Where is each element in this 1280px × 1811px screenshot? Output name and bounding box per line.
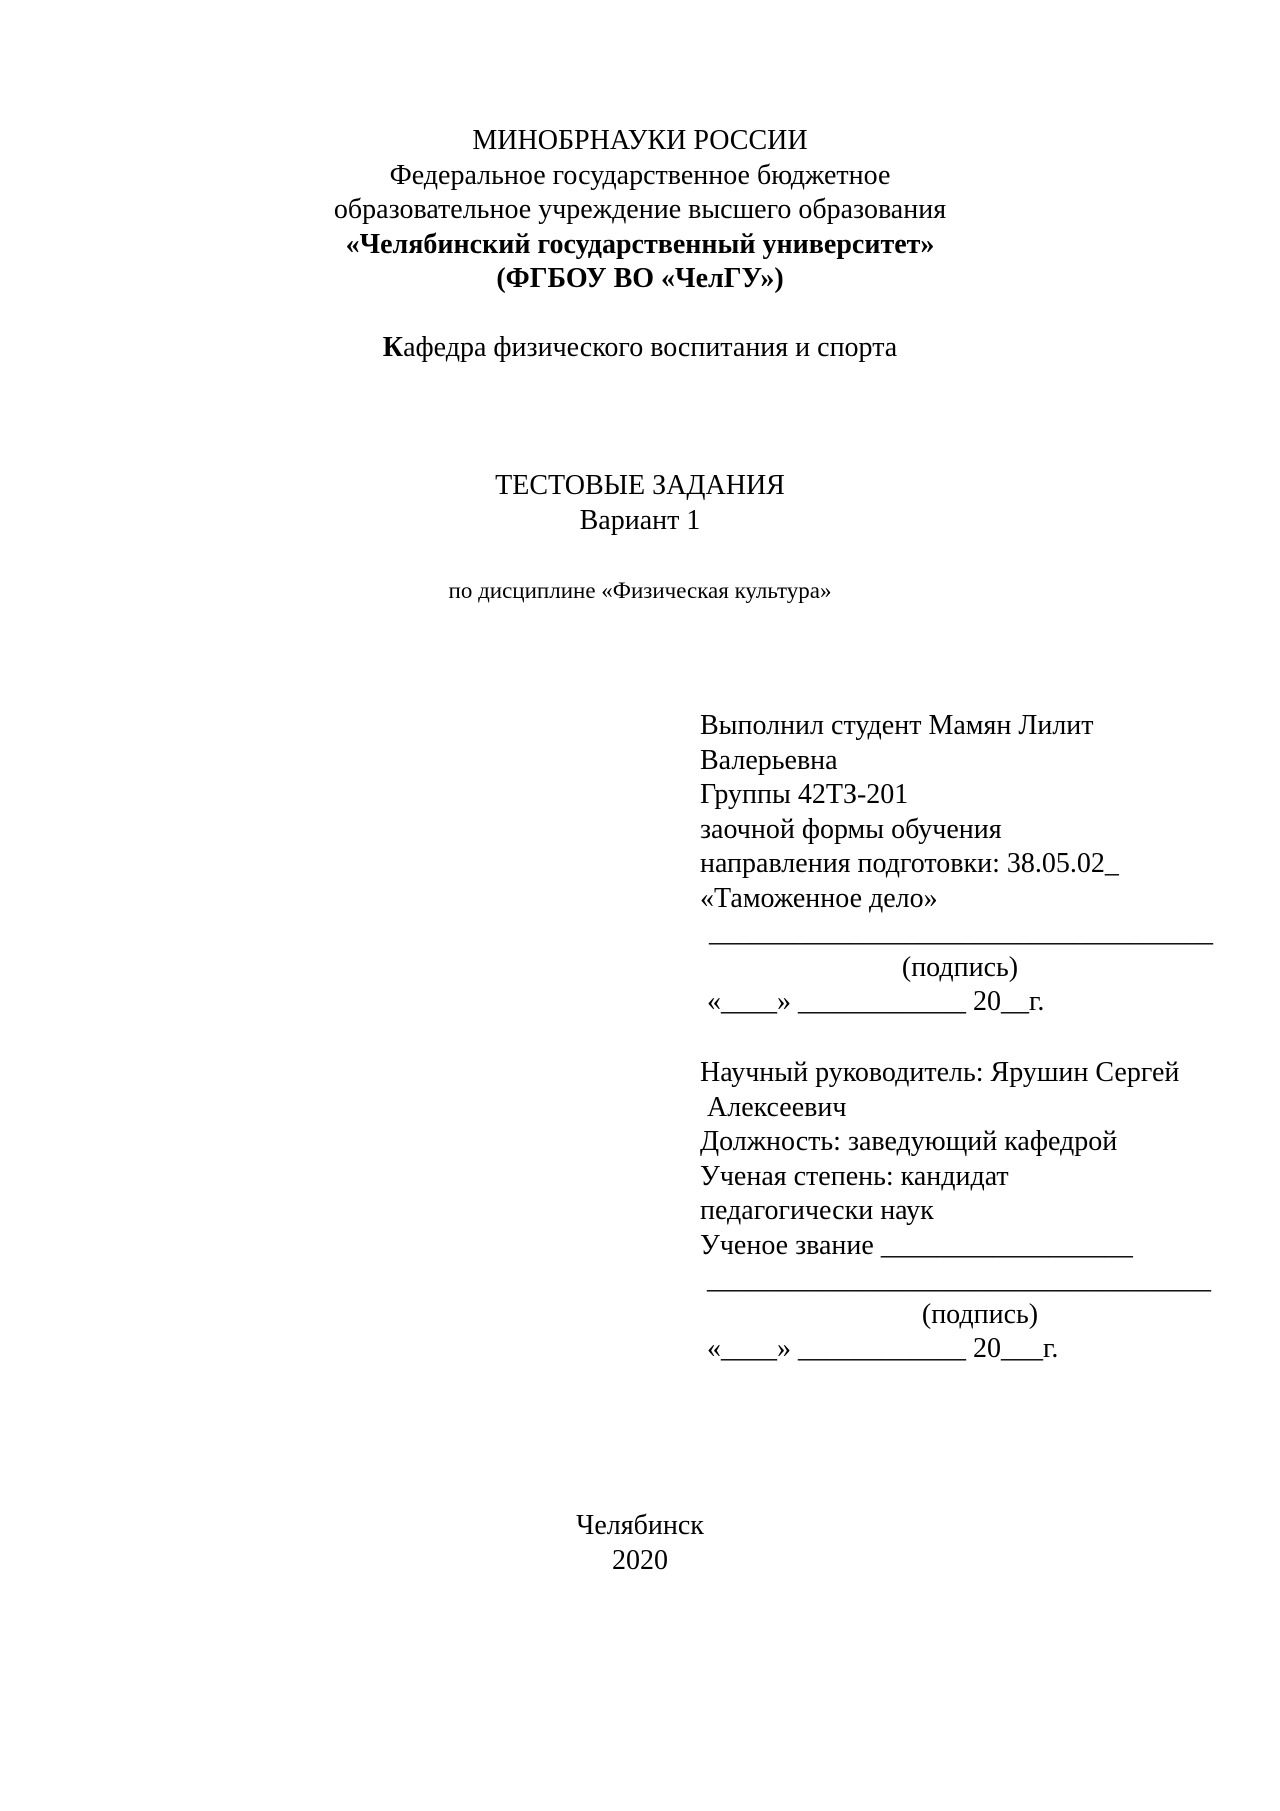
ministry-name: МИНОБРНАУКИ РОССИИ <box>472 125 808 156</box>
student-specialty: «Таможенное дело» <box>700 882 938 914</box>
department-initial: К <box>382 332 404 363</box>
footer-year: 2020 <box>612 1544 668 1576</box>
supervisor-line-2: Алексеевич <box>707 1091 847 1123</box>
student-line-2: Валерьевна <box>700 744 838 776</box>
supervisor-info-block <box>700 1056 1260 1367</box>
university-name: «Челябинский государственный университет» <box>345 228 935 260</box>
student-date-line: «____» ____________ 20__г. <box>707 986 1045 1017</box>
supervisor-rank: Ученое звание __________________ <box>700 1229 1133 1261</box>
footer-city: Челябинск <box>576 1510 704 1541</box>
supervisor-degree-line-2: педагогически наук <box>700 1195 934 1226</box>
supervisor-signature-caption: (подпись) <box>921 1298 1039 1330</box>
student-line-1: Выполнил студент Мамян Лилит <box>700 710 1094 741</box>
footer <box>0 1509 1280 1578</box>
student-study-form: заочной формы обучения <box>700 813 1002 845</box>
student-signature-line: ____________________________________ <box>709 917 1213 948</box>
title-variant: Вариант 1 <box>579 504 701 536</box>
department-name-rest: афедра физического воспитания и спорта <box>403 332 898 363</box>
supervisor-date-line: «____» ____________ 20___г. <box>707 1333 1059 1364</box>
student-signature-caption: (подпись) <box>901 951 1019 983</box>
student-info-block <box>700 709 1260 1020</box>
supervisor-line-1: Научный руководитель: Ярушин Сергей <box>700 1057 1180 1088</box>
department-name <box>0 331 1280 366</box>
student-direction: направления подготовки: 38.05.02_ <box>700 848 1119 879</box>
university-abbreviation: (ФГБОУ ВО «ЧелГУ») <box>496 263 784 294</box>
institution-header <box>0 124 1280 297</box>
org-type-line-2: образовательное учреждение высшего образования <box>333 194 947 225</box>
supervisor-degree-line-1: Ученая степень: кандидат <box>700 1160 1009 1192</box>
student-group: Группы 42ТЗ-201 <box>700 779 909 810</box>
org-type-line-1: Федеральное государственное бюджетное <box>389 159 891 191</box>
supervisor-signature-line: ____________________________________ <box>707 1264 1211 1295</box>
discipline-line: по дисциплине «Физическая культура» <box>448 578 832 603</box>
title-main: ТЕСТОВЫЕ ЗАДАНИЯ <box>495 470 785 501</box>
document-title <box>0 469 1280 538</box>
supervisor-position: Должность: заведующий кафедрой <box>700 1126 1118 1157</box>
